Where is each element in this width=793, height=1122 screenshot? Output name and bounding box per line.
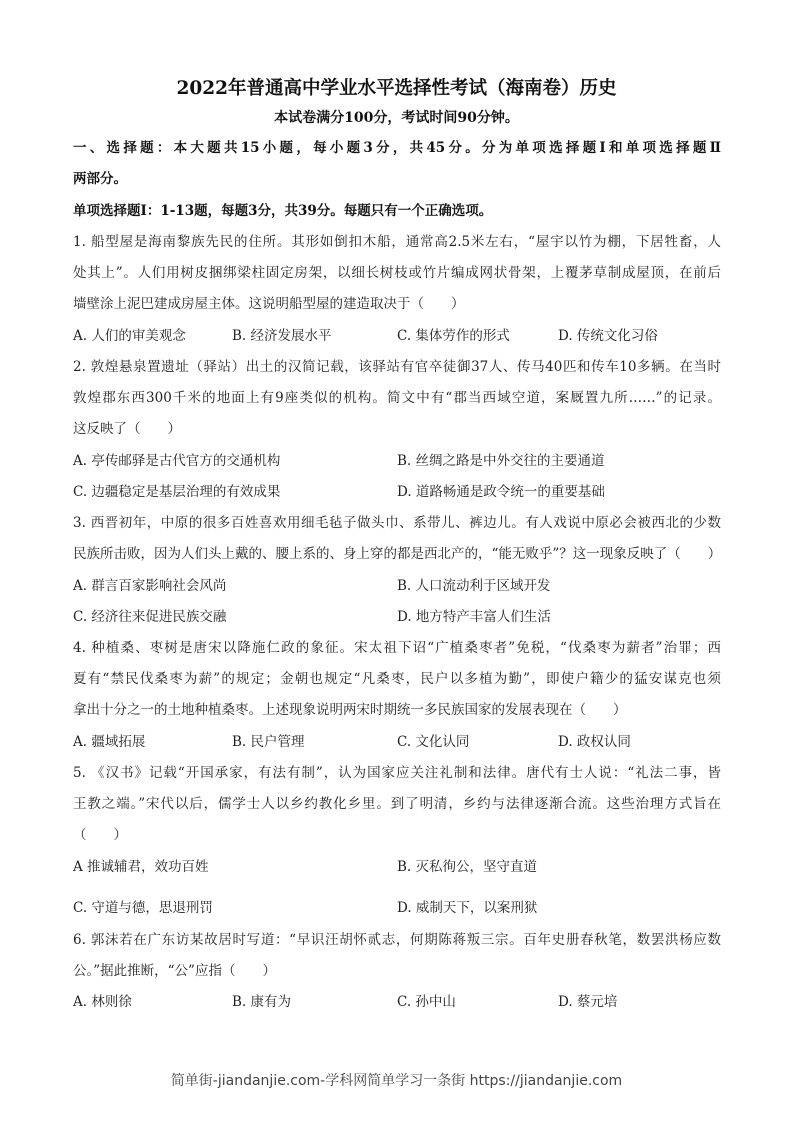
option-c: C. 孙中山 [397, 994, 456, 1010]
question-text: 民族所击败，因为人们头上戴的、腰上系的、身上穿的都是西北产的，“能无败乎”？这一现象反映了（ ） [73, 546, 722, 562]
option-a: A. 疆域拓展 [73, 734, 146, 750]
question-text: 6. 郭沫若在广东访某故居时写道：“早识汪胡怀贰志，何期陈蒋叛三宗。百年史册春秋笔，数罢洪杨应数 [73, 932, 721, 948]
question-text: 2. 敦煌悬泉置遗址（驿站）出土的汉简记载，该驿站有官卒徒御37人、传马40匹和传车10多辆。在当时 [73, 359, 721, 375]
question-text: 1. 船型屋是海南黎族先民的住所。其形如倒扣木船，通常高2.5米左右，“屋宇以竹为棚，下居牲畜，人 [73, 234, 721, 250]
footer-watermark: 简单街-jiandanjie.com-学科网简单学习一条街 https://jiandanjie.com [170, 1073, 623, 1089]
question-text: （ ） [73, 827, 127, 843]
option-a: A. 林则徐 [73, 994, 132, 1010]
question-text: 5. 《汉书》记载“开国承家，有法有制”，认为国家应关注礼制和法律。唐代有士人说：“礼法二事，皆 [73, 765, 721, 781]
question-text: 3. 西晋初年，中原的很多百姓喜欢用细毛毡子做头巾、系带儿、裤边儿。有人戏说中原必会被西北的少数 [73, 515, 721, 531]
question-text: 这反映了（ ） [73, 421, 181, 437]
option-b: B. 民户管理 [232, 734, 305, 750]
option-a: A. 亭传邮驿是古代官方的交通机构 [73, 453, 281, 469]
question-text: 敦煌郡东西300千米的地面上有9座类似的机构。简文中有“郡当西域空道，案厩置九所……”的记录。 [73, 390, 721, 406]
option-c: C. 经济往来促进民族交融 [73, 609, 227, 625]
question-text: 拿出十分之一的土地种植桑枣。上述现象说明两宋时期统一多民族国家的发展表现在（ ） [73, 702, 627, 718]
question-text: 处其上”。人们用树皮捆绑梁柱固定房架，以细长树枝或竹片编成网状骨架，上覆茅草制成屋顶，在前后 [73, 265, 721, 281]
exam-subtitle: 本试卷满分100分，考试时间90分钟。 [274, 110, 519, 126]
question-text: 墙壁涂上泥巴建成房屋主体。这说明船型屋的建造取决于（ ） [73, 296, 465, 312]
option-b: B. 人口流动利于区域开发 [397, 578, 551, 594]
section-instructions-line2: 两部分。 [73, 171, 127, 187]
question-text: 4. 种植桑、枣树是唐宋以降施仁政的象征。宋太祖下诏“广植桑枣者”免税，“伐桑枣为薪者”治罪；西 [73, 640, 721, 656]
exam-title: 2022年普通高中学业水平选择性考试（海南卷）历史 [176, 78, 617, 99]
option-a: A. 人们的审美观念 [73, 328, 186, 344]
option-c: C. 文化认同 [397, 734, 470, 750]
section-instructions-line1: 一、选择题：本大题共15小题，每小题3分，共45分。分为单项选择题Ⅰ和单项选择题Ⅱ [73, 140, 721, 156]
option-b: B. 灭私徇公，坚守直道 [397, 859, 538, 875]
option-a: A 推诚辅君，效功百姓 [73, 859, 209, 875]
option-d: D. 威制天下，以案刑狱 [397, 900, 538, 916]
option-d: D. 传统文化习俗 [558, 328, 658, 344]
option-c: C. 守道与德，思退刑罚 [73, 900, 213, 916]
option-a: A. 群言百家影响社会风尚 [73, 578, 227, 594]
option-c: C. 集体劳作的形式 [397, 328, 510, 344]
option-d: D. 政权认同 [558, 734, 631, 750]
option-d: D. 蔡元培 [558, 994, 618, 1010]
part1-instructions: 单项选择题Ⅰ：1-13题，每题3分，共39分。每题只有一个正确选项。 [73, 203, 493, 219]
question-text: 王教之端。”宋代以后，儒学士人以乡约教化乡里。到了明清，乡约与法律逐渐合流。这些治理方式旨在 [73, 796, 721, 812]
question-text: 夏有“禁民伐桑枣为薪”的规定；金朝也规定“凡桑枣，民户以多植为勤”，即使户籍少的猛安谋克也须 [73, 671, 721, 687]
option-d: D. 道路畅通是政令统一的重要基础 [397, 484, 605, 500]
option-d: D. 地方特产丰富人们生活 [397, 609, 551, 625]
option-b: B. 丝绸之路是中外交往的主要通道 [397, 453, 605, 469]
question-text: 公。”据此推断，“公”应指（ ） [73, 963, 276, 979]
option-b: B. 康有为 [232, 994, 292, 1010]
option-b: B. 经济发展水平 [232, 328, 332, 344]
option-c: C. 边疆稳定是基层治理的有效成果 [73, 484, 281, 500]
